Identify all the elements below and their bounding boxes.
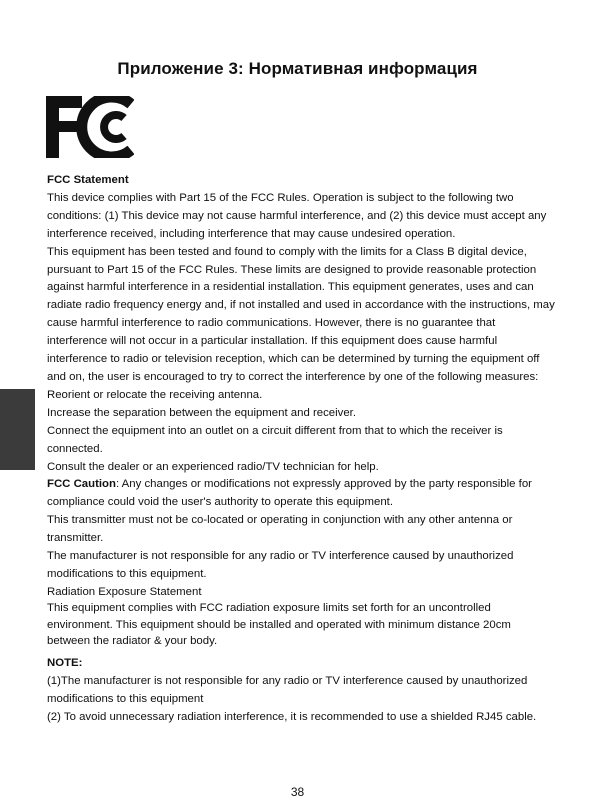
chapter-side-tab — [0, 389, 35, 470]
fcc-caution-label: FCC Caution — [47, 478, 116, 491]
page-number: 38 — [290, 785, 305, 799]
fcc-caution-text: : Any changes or modifications not expressly approved by the party responsible for compliance could void the user's authority to operate this equipment. — [47, 478, 532, 509]
radiation-heading: Radiation Exposure Statement — [47, 585, 202, 598]
radiation-paragraph: This equipment complies with FCC radiation exposure limits set forth for an uncontrolled environment. This equipment should be installed and operated with minimum distance 20cm between the radiator & your body. — [47, 602, 511, 648]
manufacturer-paragraph: The manufacturer is not responsible for any radio or TV interference caused by unauthorized modifications to this equipment. — [47, 550, 514, 580]
fcc-paragraph-2: This equipment has been tested and found to comply with the limits for a Class B digital device, pursuant to Part 15 of the FCC Rules. These limits are designed to provide reasonable protection against harmful interference in a residential installation. This equipment generates, uses and can radiate radio frequency energy and, if not installed and used in accordance with the instructions, may cause harmful interference to radio communications. However, there is no guarantee that interference will not occur in a particular installation. If this equipment does cause harmful interference to radio or television reception, which can be determined by turning the equipment off and on, the user is encouraged to try to correct the interference by one of the following measures: — [47, 245, 555, 383]
fcc-content — [47, 172, 557, 727]
note-heading: NOTE: — [47, 657, 83, 670]
colocation-paragraph: This transmitter must not be co-located or operating in conjunction with any other antenna or transmitter. — [47, 514, 513, 545]
measure-item: Connect the equipment into an outlet on a circuit different from that to which the receiver is connected. — [47, 424, 503, 455]
note-item: (2) To avoid unnecessary radiation interference, it is recommended to use a shielded RJ45 cable. — [47, 711, 537, 724]
page-title: Приложение 3: Нормативная информация — [117, 59, 478, 78]
fcc-logo — [46, 96, 134, 158]
fcc-statement-heading: FCC Statement — [47, 174, 129, 186]
measure-item: Consult the dealer or an experienced radio/TV technician for help. — [47, 460, 379, 473]
fcc-caution-paragraph — [47, 476, 557, 512]
note-item: (1)The manufacturer is not responsible for any radio or TV interference caused by unauthorized modifications to this equipment — [47, 675, 528, 706]
measure-item: Increase the separation between the equipment and receiver. — [47, 406, 357, 419]
measure-item: Reorient or relocate the receiving antenna. — [47, 388, 263, 401]
fcc-paragraph-1: This device complies with Part 15 of the FCC Rules. Operation is subject to the following two conditions: (1) This device may not cause harmful interference, and (2) this device must accept any interference received, including interference that may cause undesired operation. — [47, 191, 547, 240]
